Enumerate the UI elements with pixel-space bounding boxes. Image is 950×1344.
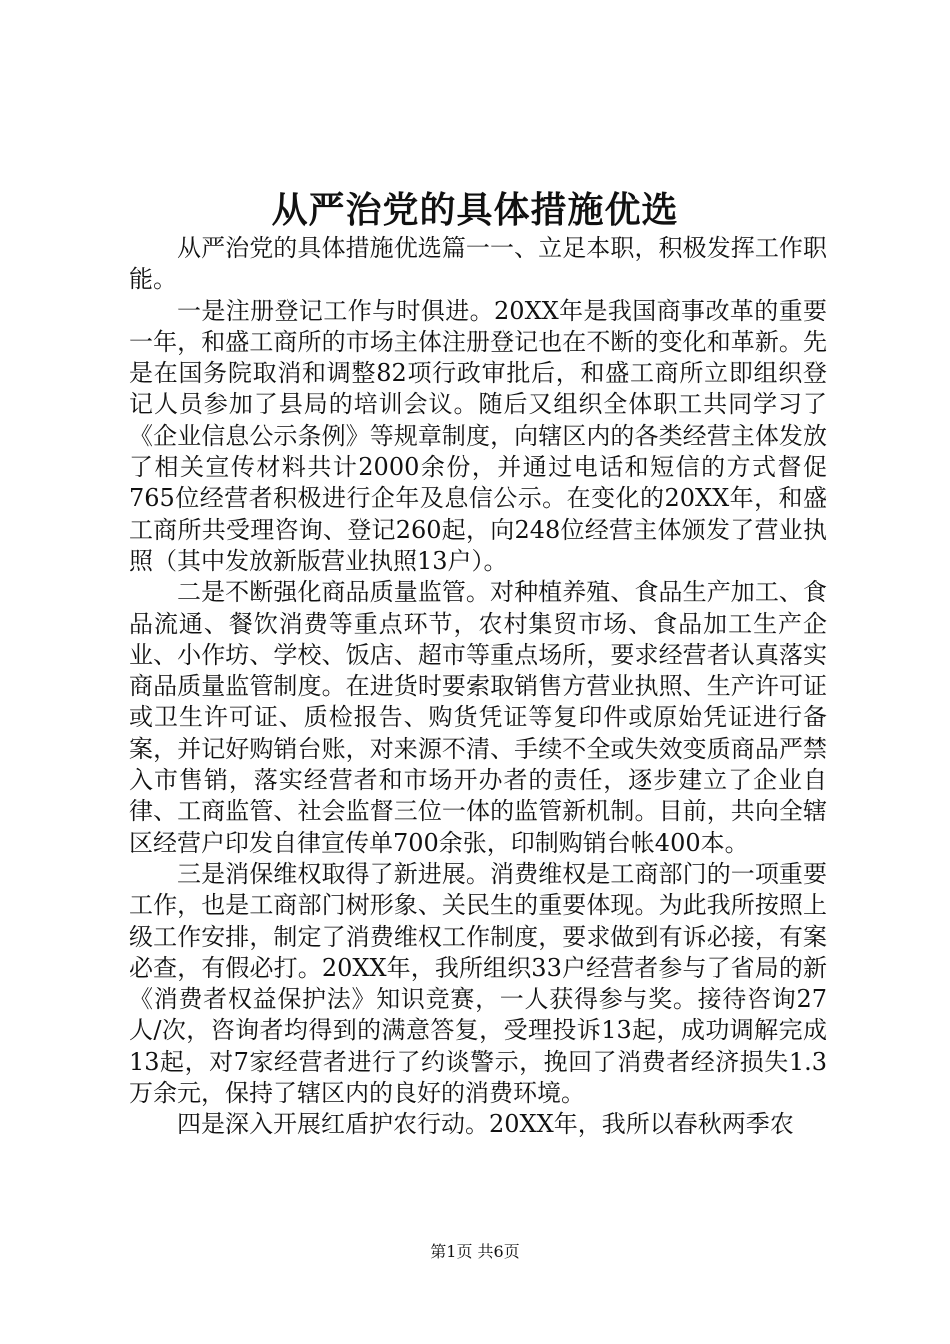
paragraph: 二是不断强化商品质量监管。对种植养殖、食品生产加工、食品流通、餐饮消费等重点环节，农村集贸市场、食品加工生产企业、小作坊、学校、饭店、超市等重点场所，要求经营者认真落实商品质量监管制度。在进货时要索取销售方营业执照、生产许可证或卫生许可证、质检报告、购货凭证等复印件或原始凭证进行备案，并记好购销台账，对来源不清、手续不全或失效变质商品严禁入市售销，落实经营者和市场开办者的责任，逐步建立了企业自律、工商监管、社会监督三位一体的监管新机制。目前，共向全辖区经营户印发自律宣传单700余张，印制购销台帐400本。 xyxy=(129,578,827,857)
document-title: 从严治党的具体措施优选 xyxy=(271,189,679,231)
paragraph: 一是注册登记工作与时俱进。20XX年是我国商事改革的重要一年，和盛工商所的市场主体注册登记也在不断的变化和革新。先是在国务院取消和调整82项行政审批后，和盛工商所立即组织登记人员参加了县局的培训会议。随后又组织全体职工共同学习了《企业信息公示条例》等规章制度，向辖区内的各类经营主体发放了相关宣传材料共计2000余份，并通过电话和短信的方式督促765位经营者积极进行企年及息信公示。在变化的20XX年，和盛工商所共受理咨询、登记260起，向248位经营主体颁发了营业执照（其中发放新版营业执照13户）。 xyxy=(129,296,827,575)
paragraph: 三是消保维权取得了新进展。消费维权是工商部门的一项重要工作，也是工商部门树形象、关民生的重要体现。为此我所按照上级工作安排，制定了消费维权工作制度，要求做到有诉必接，有案必查，有假必打。20XX年，我所组织33户经营者参与了省局的新《消费者权益保护法》知识竞赛，一人获得参与奖。接待咨询27人/次，咨询者均得到的满意答复，受理投诉13起，成功调解完成13起，对7家经营者进行了约谈警示，挽回了消费者经济损失1.3万余元，保持了辖区内的良好的消费环境。 xyxy=(129,859,827,1108)
document-body xyxy=(129,233,827,1141)
paragraph: 从严治党的具体措施优选篇一一、立足本职，积极发挥工作职能。 xyxy=(129,234,827,294)
paragraph: 四是深入开展红盾护农行动。20XX年，我所以春秋两季农 xyxy=(177,1110,794,1139)
page-footer: 第1页 共6页 xyxy=(430,1242,520,1261)
